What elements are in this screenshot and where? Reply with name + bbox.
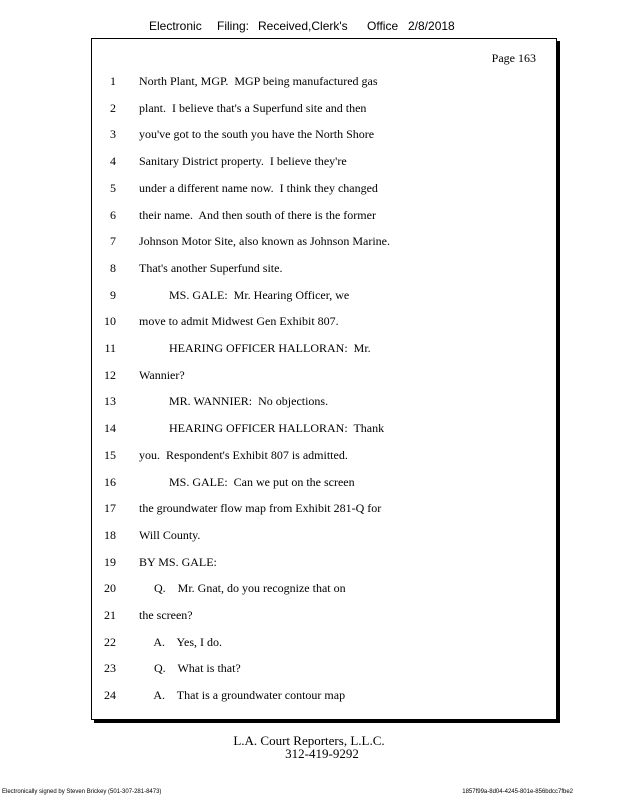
footer-phone: 312-419-9292 [285,746,359,761]
transcript-line [92,234,556,252]
transcript-line [92,661,556,679]
line-text: under a different name now. I think they changed [139,180,378,195]
line-number: 14 [104,421,116,436]
line-text: move to admit Midwest Gen Exhibit 807. [139,314,339,329]
transcript-line [92,421,556,439]
header-office: Office [367,19,399,33]
line-number: 7 [110,234,116,249]
transcript-line [92,261,556,279]
line-text: Wannier? [139,367,185,382]
header-received: Received,Clerk's [258,19,348,33]
line-text: MS. GALE: Mr. Hearing Officer, we [139,287,350,302]
line-text: Johnson Motor Site, also known as Johnson Marine. [139,234,390,249]
line-text: you've got to the south you have the North Shore [139,127,375,142]
transcript-line [92,368,556,386]
header-date: 2/8/2018 [408,19,455,33]
line-number: 18 [104,527,116,542]
line-number: 17 [104,501,116,516]
line-number: 24 [104,688,116,703]
transcript-line [92,608,556,626]
transcript-line [92,448,556,466]
line-number: 1 [110,74,116,88]
line-text: A. That is a groundwater contour map [139,688,346,703]
transcript-line [92,635,556,653]
line-number: 9 [110,287,116,302]
line-text: their name. And then south of there is the former [139,207,376,222]
transcript-line [92,101,556,119]
transcript-page [91,38,557,720]
footer-company: L.A. Court Reporters, L.L.C. [233,733,385,748]
line-number: 16 [104,474,116,489]
line-number: 3 [110,127,116,142]
transcript-line [92,154,556,172]
line-text: Q. Mr. Gnat, do you recognize that on [139,581,346,596]
line-text: MS. GALE: Can we put on the screen [139,474,355,489]
transcript-line [92,314,556,332]
line-number: 5 [110,180,116,195]
transcript-line [92,528,556,546]
line-text: BY MS. GALE: [139,554,217,569]
line-number: 19 [104,554,116,569]
line-number: 21 [104,608,116,622]
line-text: you. Respondent's Exhibit 807 is admitted. [139,447,348,462]
transcript-line [92,74,556,92]
signature-left: Electronically signed by Steven Brickey (501-307-281-8473) [2,789,162,795]
transcript-line [92,501,556,519]
line-number: 15 [104,447,116,462]
line-number: 6 [110,207,116,222]
signature-right: 1857f99a-8d04-4245-801e-856bdcc7fbe2 [462,789,573,795]
line-number: 22 [104,634,116,649]
line-number: 13 [104,394,116,409]
line-number: 10 [104,314,116,329]
line-text: North Plant, MGP. MGP being manufactured gas [139,74,378,88]
transcript-line [92,394,556,412]
page-number: Page 163 [491,51,536,65]
filing-header [0,19,618,37]
header-filing: Filing: [217,19,250,33]
line-text: HEARING OFFICER HALLORAN: Mr. [139,341,371,355]
line-number: 20 [104,581,116,596]
line-number: 8 [110,260,116,275]
line-text: HEARING OFFICER HALLORAN: Thank [139,421,385,436]
line-text: MR. WANNIER: No objections. [139,394,329,409]
line-number: 2 [110,100,116,115]
line-text: Will County. [139,527,201,542]
transcript-line [92,581,556,599]
line-text: Q. What is that? [139,661,241,676]
line-text: Sanitary District property. I believe they're [139,154,347,169]
line-text: A. Yes, I do. [139,634,223,649]
line-text: That's another Superfund site. [139,260,283,275]
line-text: the screen? [139,608,193,622]
transcript-line [92,475,556,493]
transcript-line [92,181,556,199]
line-number: 12 [104,367,116,382]
transcript-line [92,341,556,359]
header-electronic: Electronic [149,19,202,33]
transcript-line [92,208,556,226]
transcript-line [92,688,556,706]
line-text: plant. I believe that's a Superfund site and then [139,100,367,115]
transcript-line [92,127,556,145]
line-number: 23 [104,661,116,676]
transcript-line [92,555,556,573]
line-number: 4 [110,154,116,169]
transcript-line [92,288,556,306]
line-number: 11 [104,341,116,355]
line-text: the groundwater flow map from Exhibit 281-Q for [139,501,382,516]
